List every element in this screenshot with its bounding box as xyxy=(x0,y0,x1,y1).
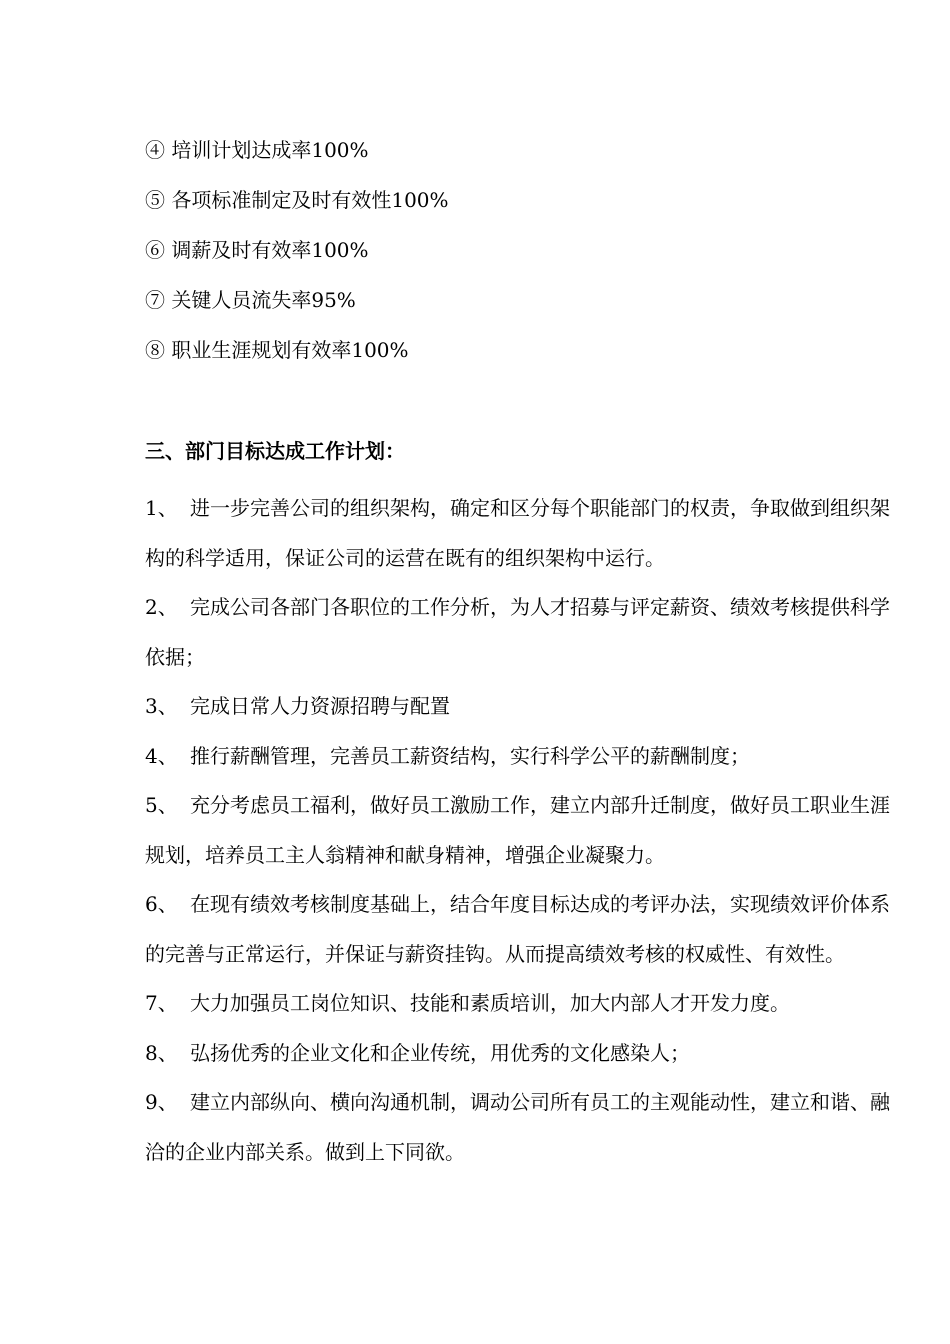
metric-item xyxy=(145,285,905,335)
metric-marker: ⑥ xyxy=(145,238,165,262)
plan-item xyxy=(145,682,890,732)
plan-item-number: 6、 xyxy=(145,892,178,916)
plan-item-number: 8、 xyxy=(145,1040,178,1065)
plan-item-number: 5、 xyxy=(145,793,178,817)
section-heading: 三、部门目标达成工作计划： xyxy=(145,439,405,463)
plan-item-text: 弘扬优秀的企业文化和企业传统，用优秀的文化感染人； xyxy=(190,1040,690,1065)
plan-item xyxy=(145,732,890,782)
plan-item-text: 建立内部纵向、横向沟通机制，调动公司所有员工的主观能动性，建立和谐、融洽的企业内部关系。做到上下同欲。 xyxy=(145,1090,890,1164)
plan-item xyxy=(145,979,890,1029)
plan-item-text: 在现有绩效考核制度基础上，结合年度目标达成的考评办法，实现绩效评价体系的完善与正常运行，并保证与薪资挂钩。从而提高绩效考核的权威性、有效性。 xyxy=(145,892,890,966)
plan-item-text: 完成公司各部门各职位的工作分析，为人才招募与评定薪资、绩效考核提供科学依据； xyxy=(145,595,890,669)
metric-marker: ⑦ xyxy=(145,288,165,312)
metric-item xyxy=(145,185,905,235)
metric-text: 各项标准制定及时有效性 xyxy=(171,188,392,212)
metric-value: 100% xyxy=(391,188,449,212)
metric-item xyxy=(145,335,905,385)
metric-value: 95% xyxy=(311,288,356,312)
plan-item xyxy=(145,1078,890,1177)
metric-value: 100% xyxy=(311,138,369,162)
plan-list xyxy=(145,484,890,1177)
plan-item-number: 3、 xyxy=(145,694,178,718)
plan-item-number: 7、 xyxy=(145,991,178,1015)
plan-item-text: 大力加强员工岗位知识、技能和素质培训，加大内部人才开发力度。 xyxy=(190,991,790,1015)
plan-item xyxy=(145,1029,890,1079)
metric-item xyxy=(145,235,905,285)
metric-text: 调薪及时有效率 xyxy=(171,238,312,262)
metric-marker: ④ xyxy=(145,138,165,162)
plan-item-text: 进一步完善公司的组织架构，确定和区分每个职能部门的权责，争取做到组织架构的科学适用，保证公司的运营在既有的组织架构中运行。 xyxy=(145,496,890,570)
metric-value: 100% xyxy=(311,238,369,262)
metric-marker: ⑧ xyxy=(145,338,165,362)
plan-item xyxy=(145,781,890,880)
metric-item xyxy=(145,135,905,185)
metric-value: 100% xyxy=(351,338,409,362)
metrics-list xyxy=(145,135,905,385)
plan-item-number: 1、 xyxy=(145,496,178,520)
plan-item xyxy=(145,484,890,583)
metric-text: 关键人员流失率 xyxy=(171,288,312,312)
plan-item-text: 充分考虑员工福利，做好员工激励工作，建立内部升迁制度，做好员工职业生涯规划，培养员工主人翁精神和献身精神，增强企业凝聚力。 xyxy=(145,793,890,867)
plan-item-number: 4、 xyxy=(145,743,178,768)
metric-text: 培训计划达成率 xyxy=(171,138,312,162)
plan-item xyxy=(145,583,890,682)
plan-item-number: 9、 xyxy=(145,1090,178,1114)
metric-marker: ⑤ xyxy=(145,188,165,212)
plan-item xyxy=(145,880,890,979)
metric-text: 职业生涯规划有效率 xyxy=(171,338,352,362)
plan-item-number: 2、 xyxy=(145,595,178,619)
plan-item-text: 推行薪酬管理，完善员工薪资结构，实行科学公平的薪酬制度； xyxy=(190,743,750,768)
plan-item-text: 完成日常人力资源招聘与配置 xyxy=(190,694,450,718)
